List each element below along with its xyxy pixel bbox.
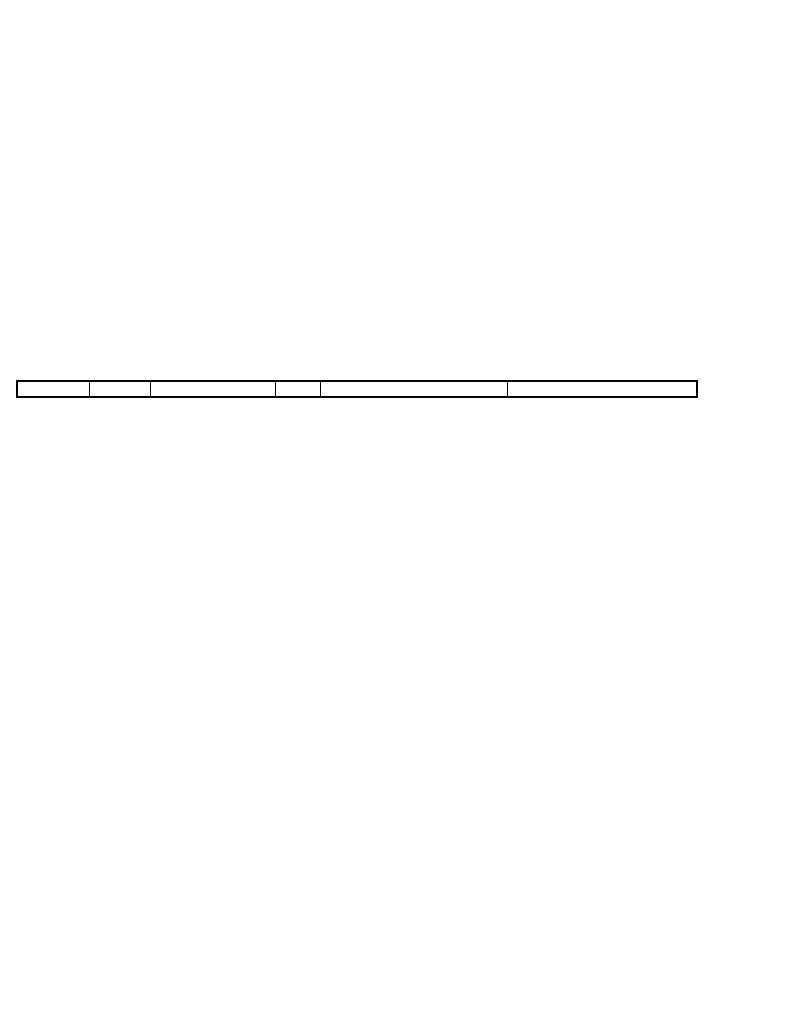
col-header-class [275, 381, 320, 397]
schedule-header-row [17, 381, 697, 397]
col-header-date [17, 381, 89, 397]
col-header-teacher [507, 381, 697, 397]
col-header-lessons [320, 381, 507, 397]
schedule-table [16, 380, 698, 398]
col-header-group [89, 381, 150, 397]
col-header-school [150, 381, 275, 397]
